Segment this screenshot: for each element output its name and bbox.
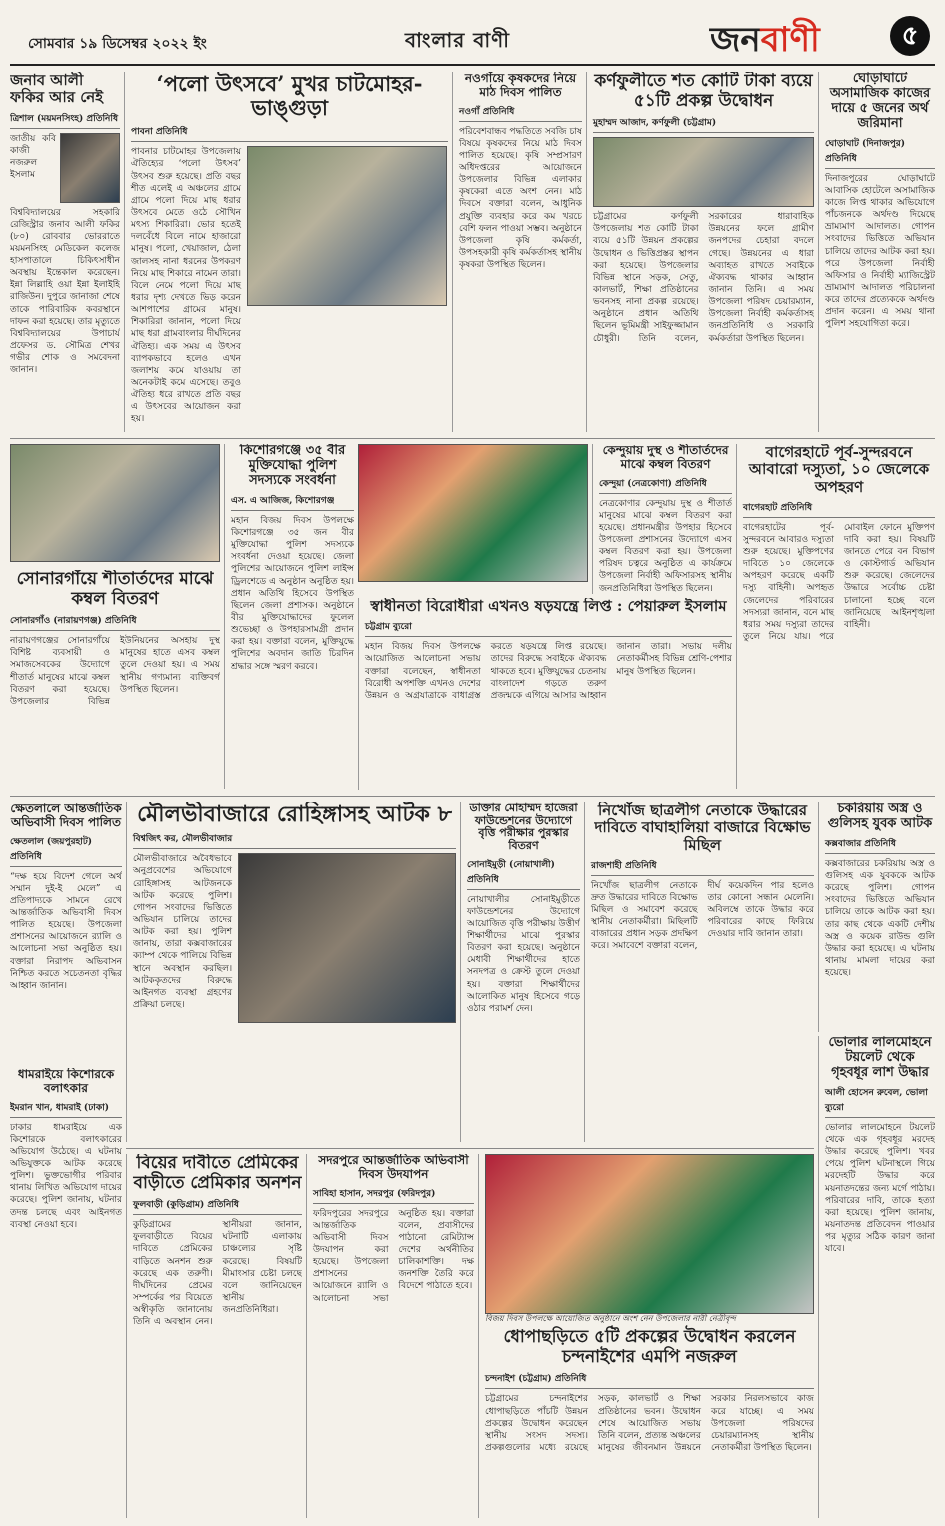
headline: চকরিয়ায় অস্ত্র ও গুলিসহ যুবক আটক: [827, 802, 933, 831]
photo-sonargaon: [10, 444, 220, 564]
headline: সোনারগাঁয়ে শীতার্তদের মাঝে কম্বল বিতরণ: [16, 570, 214, 609]
headline: নিখোঁজ ছাত্রলীগ নেতাকে উদ্ধারের দাবিতে বাঘাহালিয়া বাজারে বিক্ষোভ মিছিল: [594, 802, 811, 854]
byline: মুহাম্মদ আজাদ, কর্ণফুলী (চট্টগ্রাম): [593, 115, 814, 133]
project-photo: [593, 137, 814, 207]
headline: জনাব আলী ফকির আর নেই: [10, 72, 104, 107]
headline: ধামরাইয়ে কিশোরকে বলাৎকার: [17, 1068, 115, 1095]
byline: রাজশাহী প্রতিনিধি: [591, 858, 814, 876]
article-body: পাবনার চাটমোহর উপজেলায় ঐতিহ্যের ‘পলো উৎসব’ উৎসব শুরু হয়েছে। প্রতি বছর শীত এলেই এ অঞ্চলের গ্রামে গ্রামে পলো দিয়ে মাছ ধরার উৎসবে মেতে ওঠে সৌখিন মৎস্য শিকারিরা। ভোর হতেই দলবেঁধে বিলে নামে হাজারো মানুষ। পলো, খেয়াজাল, ঠেলা জালসহ নানা ধরনের উপকরণ নিয়ে মাছ শিকারে নামেন তারা। বিলে নেমে পলো দিয়ে মাছ ধরার দৃশ্য দেখতে ভিড় করেন আশপাশের গ্রামের মানুষ। শিকারিরা জানান, পলো দিয়ে মাছ ধরা গ্রামবাংলার দীর্ঘদিনের ঐতিহ্য। এক সময় এ উৎসব ব্যাপকভাবে হলেও এখন জলাশয় কমে যাওয়ায় তা অনেকটাই কমে এসেছে। তবুও ঐতিহ্য ধরে রাখতে প্রতি বছর এ উৎসবের আয়োজন করা হয়।: [131, 147, 241, 425]
issue-date: সোমবার ১৯ ডিসেম্বর ২০২২ ইং: [28, 36, 207, 52]
article-biye: [126, 1154, 302, 1518]
byline: ইমরান খান, ধামরাই (ঢাকা): [10, 1100, 122, 1118]
article-chhatraleague: [584, 802, 814, 1142]
headline: ‘পলো উৎসবে’ মুখর চাটমোহর-ভাঙ্গুড়া: [156, 72, 423, 121]
article-body: মহান বিজয় দিবস উপলক্ষে কিশোরগঞ্জে ৩৫ জন বীর মুক্তিযোদ্ধা পুলিশ সদস্যকে সংবর্ধনা দেওয়া হয়েছে। জেলা পুলিশের আয়োজনে পুলিশ লাইন্স ড্রিলশেডে এ অনুষ্ঠান অনুষ্ঠিত হয়। প্রধান অতিথি হিসেবে উপস্থিত ছিলেন জেলা প্রশাসক। অনুষ্ঠানে বীর মুক্তিযোদ্ধাদের ফুলেল শুভেচ্ছা ও উপহারসামগ্রী প্রদান করা হয়। বক্তারা বলেন, মুক্তিযুদ্ধে পুলিশের অবদান জাতি চিরদিন শ্রদ্ধার সঙ্গে স্মরণ করবে।: [231, 515, 354, 672]
row-divider: [126, 1148, 814, 1149]
article-dhopachhari: [478, 1154, 814, 1518]
byline: চট্টগ্রাম ব্যুরো: [365, 619, 732, 637]
article-sadhinota: [358, 598, 732, 790]
article-body: পরিবেশবান্ধব পদ্ধতিতে সবজি চাষ বিষয়ে কৃষকদের নিয়ে মাঠ দিবস পালিত হয়েছে। কৃষি সম্প্রসারণ অধিদপ্তরের আয়োজনে উপজেলার বিভিন্ন এলাকার কৃষকেরা এতে অংশ নেন। মাঠ দিবসে বক্তারা বলেন, আধুনিক প্রযুক্তি ব্যবহার করে কম খরচে বেশি ফলন পাওয়া সম্ভব। অনুষ্ঠানে উপজেলা কৃষি কর্মকর্তা, উপসহকারী কৃষি কর্মকর্তাসহ স্থানীয় কৃষকরা উপস্থিত ছিলেন।: [459, 126, 582, 271]
logo-part-a: জন: [710, 20, 761, 60]
article-karnaphuli: [586, 72, 814, 432]
row-divider: [10, 438, 935, 439]
article-body: জাতীয় কবি কাজী নজরুল ইসলাম বিশ্ববিদ্যালয়ের সহকারি রেজিস্ট্রার জনাব আলী ফকির (৮০) রোববার ভোররাতে ময়মনসিংহ মেডিকেল কলেজ হাসপাতালে চিকিৎসাধীন অবস্থায় ইন্তেকাল করেছেন। ইন্না লিল্লাহি ওয়া ইন্না ইলাইহি রাজিউন। দুপুরে জানাজা শেষে তাকে পারিবারিক কবরস্থানে দাফন করা হয়েছে। তার মৃত্যুতে বিশ্ববিদ্যালয়ের উপাচার্য প্রফেসর ড. সৌমিত্র শেখর গভীর শোক ও সমবেদনা জানান।: [10, 133, 120, 376]
article-body: কক্সবাজারের চকরিয়ায় অস্ত্র ও গুলিসহ এক যুবককে আটক করেছে পুলিশ। গোপন সংবাদের ভিত্তিতে অভিযান চালিয়ে তাকে আটক করা হয়। তার কাছ থেকে একটি দেশীয় অস্ত্র ও কয়েক রাউন্ড গুলি উদ্ধার করা হয়েছে। এ ঘটনায় থানায় মামলা দায়ের করা হয়েছে।: [825, 858, 935, 979]
headline: কেন্দুয়ায় দুস্থ ও শীতার্তদের মাঝে কম্বল বিতরণ: [602, 444, 729, 471]
article-body: চট্টগ্রামের কর্ণফুলী উপজেলায় শত কোটি টাকা ব্যয়ে ৫১টি উন্নয়ন প্রকল্পের উদ্বোধন ও ভিত্তিপ্রস্তর স্থাপন করা হয়েছে। উপজেলার বিভিন্ন স্থানে সড়ক, সেতু, কালভার্ট, শিক্ষা প্রতিষ্ঠানের ভবনসহ নানা প্রকল্প রয়েছে। অনুষ্ঠানে প্রধান অতিথি ছিলেন ভূমিমন্ত্রী সাইফুজ্জামান চৌধুরী। তিনি বলেন, সরকারের ধারাবাহিক উন্নয়নের ফলে গ্রামীণ জনপদের চেহারা বদলে গেছে। উন্নয়নের এ ধারা অব্যাহত রাখতে সবাইকে ঐক্যবদ্ধ থাকার আহ্বান জানান তিনি। এ সময় উপজেলা পরিষদ চেয়ারম্যান, উপজেলা নির্বাহী কর্মকর্তাসহ জনপ্রতিনিধি ও সরকারি কর্মকর্তারা উপস্থিত ছিলেন।: [593, 212, 814, 344]
newspaper-logo: [710, 14, 820, 71]
row-divider: [10, 796, 935, 797]
headline: বিয়ের দাবীতে প্রেমিকের বাড়ীতে প্রেমিকার অনশন: [133, 1154, 302, 1193]
headline: নওগাঁয়ে কৃষকদের নিয়ে মাঠ দিবস পালিত: [464, 72, 577, 99]
byline: বাগেরহাট প্রতিনিধি: [743, 500, 935, 518]
article-body: “দক্ষ হয়ে বিদেশ গেলে অর্থ সম্মান দুই-ই মেলে” এ প্রতিপাদ্যকে সামনে রেখে আন্তর্জাতিক অভিবাসী দিবস পালিত হয়েছে। উপজেলা প্রশাসনের আয়োজনে র‍্যালি ও আলোচনা সভা অনুষ্ঠিত হয়। বক্তারা নিরাপদ অভিবাসন নিশ্চিত করতে সচেতনতা বৃদ্ধির আহ্বান জানান।: [10, 871, 122, 991]
byline: এস. এ আজিজ, কিশোরগঞ্জ: [231, 493, 354, 511]
page-number: ৫: [890, 16, 930, 56]
masthead: [10, 8, 935, 66]
article-kendua: [592, 444, 732, 594]
byline: সোনারগাঁও (নারায়ণগঞ্জ) প্রতিনিধি: [10, 613, 220, 631]
headline: মৌলভীবাজারে রোহিঙ্গাসহ আটক ৮: [137, 802, 452, 827]
article-polo: [124, 72, 448, 432]
byline: পাবনা প্রতিনিধি: [131, 124, 448, 142]
headline: বাগেরহাটে পূর্ব-সুন্দরবনে আবারো দস্যুতা, ১০ জেলেকে অপহরণ: [748, 444, 930, 496]
headline: কিশোরগঞ্জে ৩৫ বীর মুক্তিযোদ্ধা পুলিশ সদস্যকে সংবর্ধনা: [239, 444, 346, 488]
article-bagerhat: [736, 444, 935, 789]
byline: নওগাঁ প্রতিনিধি: [459, 104, 582, 122]
photo-caption: বিজয় দিবস উপলক্ষে আয়োজিত অনুষ্ঠানে অংশ নেন উপজেলার নারী নেত্রীবৃন্দ: [485, 1314, 736, 1323]
article-body: নারায়ণগঞ্জের সোনারগাঁয়ে বিশিষ্ট ব্যবসায়ী ও সমাজসেবকের উদ্যোগে শীতার্ত মানুষের মাঝে কম্বল বিতরণ করা হয়েছে। উপজেলার বিভিন্ন ইউনিয়নের অসহায় দুস্থ মানুষের হাতে এসব কম্বল তুলে দেওয়া হয়। এ সময় স্থানীয় গণ্যমান্য ব্যক্তিবর্গ উপস্থিত ছিলেন।: [10, 636, 220, 707]
headline: ঘোড়াঘাটে অসামাজিক কাজের দায়ে ৫ জনের অর্থ জরিমানা: [829, 72, 931, 131]
byline: ঘোড়াঘাট (দিনাজপুর) প্রতিনিধি: [825, 136, 935, 169]
article-moulvibazar: [126, 802, 456, 1142]
article-hazera: [460, 802, 580, 1142]
headline: ডাক্তার মোহাম্মদ হাজেরা ফাউন্ডেশনের উদ্যোগে বৃত্তি পরীক্ষার পুরস্কার বিতরণ: [469, 802, 578, 852]
portrait-photo: [60, 133, 120, 203]
byline: ত্রিশাল (ময়মনসিংহ) প্রতিনিধি: [10, 111, 120, 129]
article-body: নেত্রকোণার কেন্দুয়ায় দুস্থ ও শীতার্ত মানুষের মাঝে কম্বল বিতরণ করা হয়েছে। প্রধানমন্ত্রীর উপহার হিসেবে উপজেলা প্রশাসনের উদ্যোগে এসব কম্বল বিতরণ করা হয়। উপজেলা পরিষদ চত্বরে অনুষ্ঠিত এ কার্যক্রমে উপজেলা নির্বাহী অফিসারসহ স্থানীয় জনপ্রতিনিধিরা উপস্থিত ছিলেন।: [599, 498, 732, 594]
article-obituary: [10, 72, 120, 432]
headline: ক্ষেতলালে আন্তর্জাতিক অভিবাসী দিবস পালিত: [10, 802, 122, 829]
byline: সোনাইমুড়ী (নোয়াখালী) প্রতিনিধি: [467, 857, 580, 890]
byline: সাবিহা হাসান, সদরপুর (ফরিদপুর): [313, 1186, 474, 1204]
logo-part-b: বাণী: [760, 20, 820, 60]
byline: ক্ষেতলাল (জয়পুরহাট) প্রতিনিধি: [10, 834, 122, 867]
byline: চন্দনাইশ (চট্টগ্রাম) প্রতিনিধি: [485, 1371, 814, 1389]
article-body: দিনাজপুরের ঘোড়াঘাটে আবাসিক হোটেলে অসামাজিক কাজে লিপ্ত থাকার অভিযোগে পাঁচজনকে অর্থদণ্ড দিয়েছে ভ্রাম্যমাণ আদালত। গোপন সংবাদের ভিত্তিতে অভিযান চালিয়ে তাদের আটক করা হয়। পরে উপজেলা নির্বাহী অফিসার ও নির্বাহী ম্যাজিস্ট্রেট ভ্রাম্যমাণ আদালত পরিচালনা করে তাদের প্রত্যেককে অর্থদণ্ড প্রদান করেন। এ সময় থানা পুলিশ সহযোগিতা করে।: [825, 173, 935, 330]
byline: কক্সবাজার প্রতিনিধি: [825, 836, 935, 854]
headline: স্বাধীনতা বিরোধীরা এখনও ষড়যন্ত্রে লিপ্ত : পেয়ারুল ইসলাম: [370, 598, 727, 615]
article-body: নিখোঁজ ছাত্রলীগ নেতাকে দ্রুত উদ্ধারের দাবিতে বিক্ষোভ মিছিল ও সমাবেশ করেছে স্থানীয় নেতাকর্মীরা। মিছিলটি বাজারের প্রধান সড়ক প্রদক্ষিণ করে। সমাবেশে বক্তারা বলেন, দীর্ঘ কয়েকদিন পার হলেও তার কোনো সন্ধান মেলেনি। অবিলম্বে তাকে উদ্ধার করে পরিবারের কাছে ফিরিয়ে দেওয়ার দাবি জানান তারা।: [591, 880, 814, 952]
headline: কর্ণফুলীতে শত কোটি টাকা ব্যয়ে ৫১টি প্রকল্প উদ্বোধন: [594, 72, 813, 111]
article-kishoreganj: [224, 444, 354, 789]
article-body: ঢাকার ধামরাইয়ে এক কিশোরকে বলাৎকারের অভিযোগ উঠেছে। এ ঘটনায় অভিযুক্তকে আটক করেছে পুলিশ। ভুক্তভোগীর পরিবার থানায় লিখিত অভিযোগ দায়ের করেছে। পুলিশ জানায়, ঘটনার তদন্ত চলছে এবং আইনগত ব্যবস্থা নেওয়া হবে।: [10, 1122, 122, 1230]
article-naogaon: [452, 72, 582, 432]
arrested-persons-photo: [238, 853, 456, 1023]
byline: বিশ্বজিৎ কর, মৌলভীবাজার: [133, 831, 456, 849]
headline: ধোপাছড়িতে ৫টি প্রকল্পের উদ্বোধন করলেন চন্দনাইশের এমপি নজরুল: [503, 1327, 796, 1367]
section-title: বাংলার বাণী: [405, 28, 510, 52]
article-body: মহান বিজয় দিবস উপলক্ষে আয়োজিত আলোচনা সভায় বক্তারা বলেছেন, স্বাধীনতা বিরোধী অপশক্তি এখনও দেশের উন্নয়ন ও অগ্রযাত্রাকে বাধাগ্রস্ত করতে ষড়যন্ত্রে লিপ্ত রয়েছে। তাদের বিরুদ্ধে সবাইকে ঐক্যবদ্ধ থাকতে হবে। মুক্তিযুদ্ধের চেতনায় বাংলাদেশ গড়তে তরুণ প্রজন্মকে এগিয়ে আসার আহ্বান জানান তারা। সভায় দলীয় নেতাকর্মীসহ বিভিন্ন শ্রেণি-পেশার মানুষ উপস্থিত ছিলেন।: [365, 642, 732, 701]
article-body: ভোলার লালমোহনে টয়লেট থেকে এক গৃহবধূর মরদেহ উদ্ধার করেছে পুলিশ। খবর পেয়ে পুলিশ ঘটনাস্থলে গিয়ে মরদেহটি উদ্ধার করে ময়নাতদন্তের জন্য মর্গে পাঠায়। পরিবারের দাবি, তাকে হত্যা করা হয়েছে। পুলিশ জানায়, ময়নাতদন্ত প্রতিবেদন পাওয়ার পর মৃত্যুর সঠিক কারণ জানা যাবে।: [825, 1122, 935, 1255]
women-leaders-photo: [485, 1154, 814, 1314]
memorial-photo: [358, 444, 588, 582]
byline: আলী হোসেন রুবেল, ভোলা ব্যুরো: [825, 1085, 935, 1118]
article-sonargaon: [10, 570, 220, 790]
article-chakaria: [818, 802, 935, 1032]
article-ghoraghat: [818, 72, 935, 432]
article-body: নোয়াখালীর সোনাইমুড়ীতে ফাউন্ডেশনের উদ্যোগে আয়োজিত বৃত্তি পরীক্ষায় উত্তীর্ণ শিক্ষার্থীদের মাঝে পুরস্কার বিতরণ করা হয়েছে। অনুষ্ঠানে মেধাবী শিক্ষার্থীদের হাতে সনদপত্র ও ক্রেস্ট তুলে দেওয়া হয়। বক্তারা শিক্ষার্থীদের আলোকিত মানুষ হিসেবে গড়ে ওঠার পরামর্শ দেন।: [467, 894, 580, 1014]
article-body: চট্টগ্রামের চন্দনাইশের ধোপাছড়িতে পাঁচটি উন্নয়ন প্রকল্পের উদ্বোধন করেছেন স্থানীয় সংসদ সদস্য। প্রকল্পগুলোর মধ্যে রয়েছে সড়ক, কালভার্ট ও শিক্ষা প্রতিষ্ঠানের ভবন। উদ্বোধন শেষে আয়োজিত সভায় তিনি বলেন, প্রত্যন্ত অঞ্চলের মানুষের জীবনমান উন্নয়নে সরকার নিরলসভাবে কাজ করে যাচ্ছে। এ সময় উপজেলা পরিষদের চেয়ারম্যানসহ স্থানীয় নেতাকর্মীরা উপস্থিত ছিলেন।: [485, 1394, 814, 1454]
headline: ভোলার লালমোহনে টয়লেট থেকে গৃহবধূর লাশ উদ্ধার: [828, 1036, 932, 1080]
article-body: কুড়িগ্রামের ফুলবাড়ীতে বিয়ের দাবিতে প্রেমিকের বাড়িতে অনশন শুরু করেছে এক তরুণী। দীর্ঘদিনের প্রেমের সম্পর্কের পর বিয়েতে অস্বীকৃতি জানানোয় তিনি এ অবস্থান নেন। স্থানীয়রা জানান, ঘটনাটি এলাকায় চাঞ্চল্যের সৃষ্টি করেছে। বিষয়টি মীমাংসার চেষ্টা চলছে বলে জানিয়েছেন স্থানীয় জনপ্রতিনিধিরা।: [133, 1220, 302, 1328]
article-dhamrai: [10, 1068, 122, 1518]
article-body: বাগেরহাটের পূর্ব-সুন্দরবনে আবারও দস্যুতা শুরু হয়েছে। মুক্তিপণের দাবিতে ১০ জেলেকে অপহরণ করেছে একটি দস্যু বাহিনী। অপহৃত জেলেদের পরিবারের সদস্যরা জানান, বনে মাছ ধরার সময় দস্যুরা তাদের তুলে নিয়ে যায়। পরে মোবাইল ফোনে মুক্তিপণ দাবি করা হয়। বিষয়টি জানতে পেরে বন বিভাগ ও কোস্টগার্ড অভিযান শুরু করেছে। জেলেদের উদ্ধারে সর্বোচ্চ চেষ্টা চালানো হচ্ছে বলে জানিয়েছে আইনশৃঙ্খলা বাহিনী।: [743, 522, 935, 643]
byline: ফুলবাড়ী (কুড়িগ্রাম) প্রতিনিধি: [133, 1197, 302, 1215]
photo-memorial: [358, 444, 588, 584]
article-vola: [818, 1036, 935, 1518]
article-khetlal: [10, 802, 122, 1062]
article-body: ফরিদপুরের সদরপুরে আন্তর্জাতিক অভিবাসী দিবস উদযাপন করা হয়েছে। উপজেলা প্রশাসনের আয়োজনে র‍্যালি ও আলোচনা সভা অনুষ্ঠিত হয়। বক্তারা বলেন, প্রবাসীদের পাঠানো রেমিট্যান্স দেশের অর্থনীতির চালিকাশক্তি। দক্ষ জনশক্তি তৈরি করে বিদেশে পাঠাতে হবে।: [313, 1208, 474, 1304]
article-body: মৌলভীবাজারে অবৈধভাবে অনুপ্রবেশের অভিযোগে রোহিঙ্গাসহ আটজনকে আটক করেছে পুলিশ। গোপন সংবাদের ভিত্তিতে অভিযান চালিয়ে তাদের আটক করা হয়। পুলিশ জানায়, তারা কক্সবাজারের ক্যাম্প থেকে পালিয়ে বিভিন্ন স্থানে অবস্থান করছিল। আটককৃতদের বিরুদ্ধে আইনগত ব্যবস্থা গ্রহণের প্রক্রিয়া চলছে।: [133, 854, 233, 1010]
byline: কেন্দুয়া (নেত্রকোণা) প্রতিনিধি: [599, 476, 732, 494]
article-sadarpur: [306, 1154, 474, 1518]
headline: সদরপুরে আন্তর্জাতিক অভিবাসী দিবস উদযাপন: [318, 1154, 469, 1181]
blanket-distribution-photo: [10, 444, 220, 562]
polo-festival-photo: [247, 146, 447, 306]
